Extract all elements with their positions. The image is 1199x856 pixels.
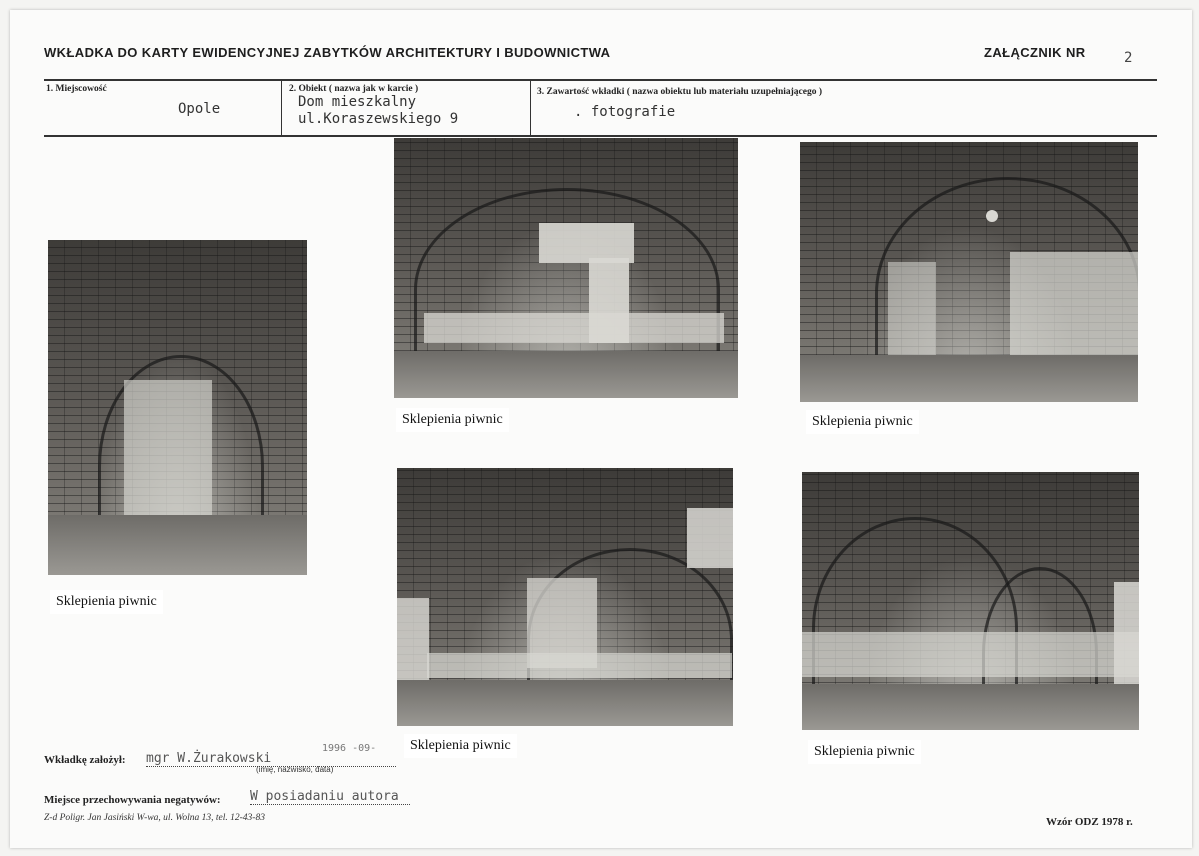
plaster-base bbox=[802, 632, 1139, 677]
cellar-photo-4 bbox=[397, 468, 733, 726]
object-value-line2: ul.Koraszewskiego 9 bbox=[298, 111, 459, 127]
locality-label: 1. Miejscowość bbox=[46, 84, 107, 94]
form-model: Wzór ODZ 1978 r. bbox=[1046, 816, 1133, 828]
object-value-line1: Dom mieszkalny bbox=[298, 94, 417, 110]
author-label: Wkładkę założył: bbox=[44, 754, 126, 766]
photo-caption-5: Sklepienia piwnic bbox=[808, 740, 921, 764]
column-divider-2 bbox=[530, 80, 531, 135]
table-bottom-rule bbox=[44, 135, 1157, 137]
date-stamp: 1996 -09- bbox=[322, 743, 377, 754]
contents-label: 3. Zawartość wkładki ( nazwa obiektu lub materiału uzupełniającego ) bbox=[537, 87, 823, 97]
photo-caption-1: Sklepienia piwnic bbox=[50, 590, 163, 614]
photo-floor bbox=[48, 515, 307, 575]
negatives-label: Miejsce przechowywania negatywów: bbox=[44, 794, 221, 806]
photo-caption-4: Sklepienia piwnic bbox=[404, 734, 517, 758]
object-label: 2. Obiekt ( nazwa jak w karcie ) bbox=[289, 84, 419, 94]
cellar-photo-5 bbox=[802, 472, 1139, 730]
photo-floor bbox=[802, 684, 1139, 730]
cellar-photo-3 bbox=[800, 142, 1138, 402]
plaster-wall bbox=[687, 508, 733, 568]
photo-floor bbox=[800, 355, 1138, 402]
cellar-photo-1 bbox=[48, 240, 307, 575]
plaster-base bbox=[424, 313, 724, 343]
photo-floor bbox=[394, 351, 738, 398]
contents-value: . fotografie bbox=[574, 104, 676, 120]
author-hint: (imię, nazwisko, data) bbox=[256, 765, 334, 774]
column-divider-1 bbox=[281, 80, 282, 135]
table-top-rule bbox=[44, 79, 1157, 81]
attachment-label: ZAŁĄCZNIK NR bbox=[984, 45, 1086, 60]
plaster-patch bbox=[539, 223, 634, 263]
photo-floor bbox=[397, 680, 733, 726]
form-title: WKŁADKA DO KARTY EWIDENCYJNEJ ZABYTKÓW ARCHITEKTURY I BUDOWNICTWA bbox=[44, 45, 611, 60]
photo-caption-3: Sklepienia piwnic bbox=[806, 410, 919, 434]
cellar-photo-2 bbox=[394, 138, 738, 398]
author-value: mgr W.Żurakowski bbox=[146, 751, 396, 767]
attachment-number: 2 bbox=[1124, 50, 1133, 66]
negatives-value: W posiadaniu autora bbox=[250, 789, 410, 805]
plaster-base bbox=[427, 653, 732, 678]
locality-value: Opole bbox=[178, 101, 221, 117]
ceiling-lamp bbox=[986, 210, 998, 222]
printer-imprint: Z-d Poligr. Jan Jasiński W-wa, ul. Wolna 13, tel. 12-43-83 bbox=[44, 813, 265, 823]
photo-caption-2: Sklepienia piwnic bbox=[396, 408, 509, 432]
doorway-opening bbox=[124, 380, 212, 530]
